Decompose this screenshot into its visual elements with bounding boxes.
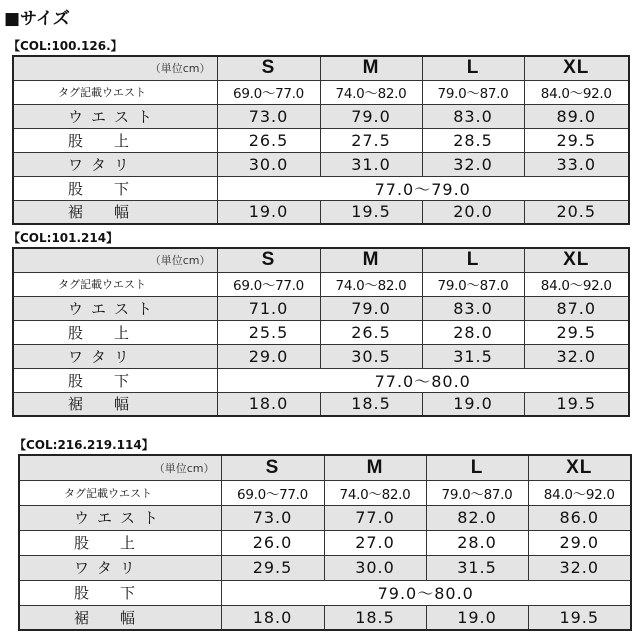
row-label-cell [13,296,217,320]
measure-value: 82.0 [426,505,528,530]
row-label: 股 上 [68,323,138,342]
size-table [18,454,632,631]
size-header: XL [524,248,629,272]
measure-value: 27.0 [324,530,426,555]
tag-waist-value: 84.0～92.0 [528,480,631,505]
tag-waist-value: 74.0～82.0 [320,272,422,296]
measure-row [13,152,629,176]
measure-value: 26.0 [221,530,324,555]
row-label-cell [13,392,217,416]
measure-value: 32.0 [422,152,524,176]
measure-row [13,320,629,344]
tag-waist-value: 74.0～82.0 [324,480,426,505]
row-label-cell [19,530,221,555]
row-label-cell [19,605,221,630]
measure-row [19,505,631,530]
row-label: 股 下 [74,584,144,602]
size-header: M [320,248,422,272]
unit-cell [13,248,217,272]
measure-value: 30.0 [217,152,320,176]
size-header: XL [528,455,631,480]
measure-value: 29.5 [221,555,324,580]
measure-row [19,530,631,555]
row-label: タグ記載ウエスト [64,486,152,500]
row-label: ウエスト [68,107,161,126]
measure-value: 29.0 [528,530,631,555]
unit-label: （単位cm） [153,461,215,475]
row-label: タグ記載ウエスト [58,86,146,99]
measure-value: 28.0 [426,530,528,555]
size-table [12,55,630,225]
row-label-cell [19,480,221,505]
row-label-cell [13,80,217,104]
measure-value: 77.0 [324,505,426,530]
measure-value: 26.5 [217,128,320,152]
color-code-label: 【COL:100.126.】 [8,39,123,53]
inseam-row [19,580,631,605]
color-code-label: 【COL:216.219.114】 [14,438,154,452]
measure-value: 25.5 [217,320,320,344]
row-label-cell [19,505,221,530]
row-label: 裾 幅 [74,608,144,627]
color-code-label: 【COL:101.214】 [8,231,119,245]
tag-waist-row [19,480,631,505]
row-label-cell [13,368,217,392]
row-label: 裾 幅 [68,395,138,414]
hem-value: 19.5 [524,392,629,416]
measure-value: 83.0 [422,104,524,128]
row-label: ワタリ [74,559,143,577]
size-header: L [422,248,524,272]
size-header: S [217,56,320,80]
row-label-cell [13,104,217,128]
size-header: M [324,455,426,480]
measure-row [19,555,631,580]
page-title: ■サイズ [4,9,70,29]
tag-waist-value: 79.0～87.0 [422,80,524,104]
row-label: ワタリ [68,155,137,174]
measure-value: 31.5 [426,555,528,580]
tag-waist-value: 74.0～82.0 [320,80,422,104]
hem-row [13,392,629,416]
row-label: ウエスト [68,299,161,318]
hem-value: 20.5 [524,200,629,224]
row-label: 股 下 [68,371,138,390]
tag-waist-value: 69.0～77.0 [217,80,320,104]
tag-waist-value: 84.0～92.0 [524,80,629,104]
unit-label: （単位cm） [149,254,211,268]
unit-cell [19,455,221,480]
hem-value: 19.0 [426,605,528,630]
measure-value: 79.0 [320,104,422,128]
measure-value: 26.5 [320,320,422,344]
measure-value: 31.5 [422,344,524,368]
inseam-value: 77.0～80.0 [217,368,629,392]
row-label: 股 上 [68,131,138,150]
tag-waist-value: 69.0～77.0 [217,272,320,296]
measure-value: 30.5 [320,344,422,368]
hem-row [19,605,631,630]
row-label-cell [13,344,217,368]
hem-row [13,200,629,224]
size-header-row [13,56,629,80]
row-label-cell [13,320,217,344]
hem-value: 18.5 [320,392,422,416]
inseam-row [13,368,629,392]
hem-value: 19.0 [217,200,320,224]
measure-row [13,128,629,152]
tag-waist-row [13,80,629,104]
measure-value: 31.0 [320,152,422,176]
measure-value: 79.0 [320,296,422,320]
row-label: 股 上 [74,534,144,552]
size-header-row [13,248,629,272]
measure-value: 32.0 [524,344,629,368]
row-label-cell [19,580,221,605]
size-header: S [221,455,324,480]
row-label: ウエスト [74,509,167,527]
measure-value: 89.0 [524,104,629,128]
row-label: 股 下 [68,179,138,198]
measure-value: 32.0 [528,555,631,580]
measure-value: 30.0 [324,555,426,580]
measure-value: 33.0 [524,152,629,176]
measure-value: 29.5 [524,320,629,344]
row-label: ワタリ [68,347,137,366]
hem-value: 18.0 [217,392,320,416]
measure-value: 83.0 [422,296,524,320]
row-label-cell [13,176,217,200]
unit-cell [13,56,217,80]
hem-value: 19.0 [422,392,524,416]
tag-waist-value: 69.0～77.0 [221,480,324,505]
measure-value: 87.0 [524,296,629,320]
measure-row [13,104,629,128]
measure-row [13,344,629,368]
size-header-row [19,455,631,480]
row-label: タグ記載ウエスト [58,278,146,291]
hem-value: 18.0 [221,605,324,630]
hem-value: 19.5 [528,605,631,630]
size-header: L [426,455,528,480]
measure-value: 27.5 [320,128,422,152]
measure-value: 28.0 [422,320,524,344]
inseam-value: 77.0～79.0 [217,176,629,200]
size-header: L [422,56,524,80]
measure-row [13,296,629,320]
row-label: 裾 幅 [68,203,138,222]
measure-value: 71.0 [217,296,320,320]
row-label-cell [13,272,217,296]
measure-value: 28.5 [422,128,524,152]
inseam-row [13,176,629,200]
measure-value: 73.0 [221,505,324,530]
measure-value: 29.0 [217,344,320,368]
size-header: XL [524,56,629,80]
inseam-value: 79.0～80.0 [221,580,631,605]
tag-waist-value: 79.0～87.0 [422,272,524,296]
row-label-cell [19,555,221,580]
tag-waist-row [13,272,629,296]
measure-value: 29.5 [524,128,629,152]
size-header: S [217,248,320,272]
measure-value: 86.0 [528,505,631,530]
tag-waist-value: 79.0～87.0 [426,480,528,505]
hem-value: 20.0 [422,200,524,224]
size-table [12,247,630,417]
row-label-cell [13,128,217,152]
measure-value: 73.0 [217,104,320,128]
hem-value: 19.5 [320,200,422,224]
row-label-cell [13,152,217,176]
hem-value: 18.5 [324,605,426,630]
unit-label: （単位cm） [149,62,211,76]
size-header: M [320,56,422,80]
tag-waist-value: 84.0～92.0 [524,272,629,296]
row-label-cell [13,200,217,224]
